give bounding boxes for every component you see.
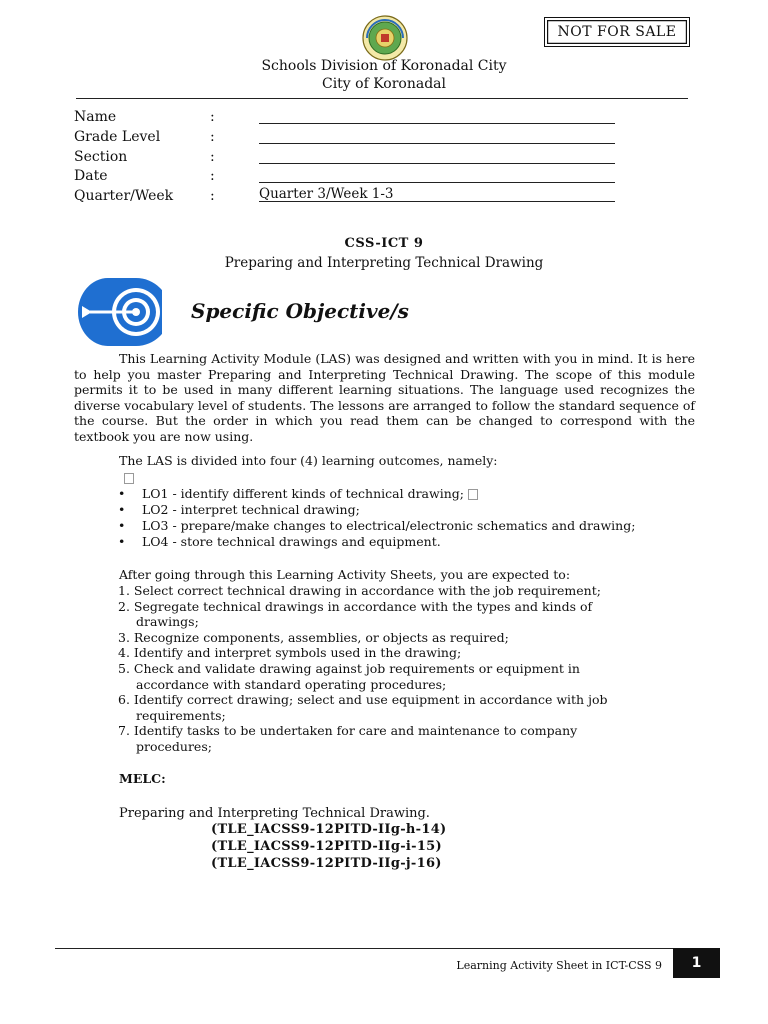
list-item-continuation: procedures; bbox=[136, 739, 212, 754]
target-arrow-icon bbox=[74, 276, 162, 348]
section-field-line[interactable] bbox=[259, 163, 615, 164]
melc-code: (TLE_IACSS9-12PITD-IIg-j-16) bbox=[211, 856, 442, 871]
list-item: 1. Select correct technical drawing in accordance with the job requirement; bbox=[118, 583, 601, 598]
field-colon: : bbox=[210, 188, 215, 204]
list-item: LO1 - identify different kinds of technical drawing; bbox=[142, 486, 478, 501]
melc-code: (TLE_IACSS9-12PITD-IIg-h-14) bbox=[211, 822, 447, 837]
field-label-grade-level: Grade Level bbox=[74, 129, 161, 145]
list-item: 4. Identify and interpret symbols used in the drawing; bbox=[118, 645, 462, 660]
division-seal-logo bbox=[362, 15, 408, 61]
city-name: City of Koronadal bbox=[321, 76, 447, 92]
field-colon: : bbox=[210, 129, 215, 145]
quarter-week-field-value[interactable]: Quarter 3/Week 1-3 bbox=[259, 186, 394, 202]
las-intro-text: The LAS is divided into four (4) learning outcomes, namely: bbox=[119, 453, 498, 468]
quarter-week-field-line[interactable] bbox=[259, 201, 615, 202]
field-colon: : bbox=[210, 168, 215, 184]
page-number: 1 bbox=[673, 948, 720, 978]
not-for-sale-badge: NOT FOR SALE bbox=[544, 17, 690, 47]
list-item: 6. Identify correct drawing; select and use equipment in accordance with job bbox=[118, 692, 608, 707]
list-item: LO2 - interpret technical drawing; bbox=[142, 502, 360, 517]
list-item-continuation: accordance with standard operating procedures; bbox=[136, 677, 447, 692]
intro-paragraph: This Learning Activity Module (LAS) was designed and written with you in mind. It is here to help you master Preparing and Interpreting Technical Drawing. The scope of this module permits it to be used in many different learning situations. The language used recognizes the diverse vocabulary level of students. The lessons are arranged to follow the standard sequence of the course. But the order in which you read them can be changed to correspond with the textbook you are now using. bbox=[74, 351, 695, 444]
field-label-date: Date bbox=[74, 168, 108, 184]
bullet: • bbox=[118, 534, 126, 549]
field-colon: : bbox=[210, 149, 215, 165]
date-field-line[interactable] bbox=[259, 182, 615, 183]
grade-level-field-line[interactable] bbox=[259, 143, 615, 144]
melc-text: Preparing and Interpreting Technical Drawing. bbox=[119, 806, 430, 821]
bullet: • bbox=[118, 502, 126, 517]
list-item: 5. Check and validate drawing against job requirements or equipment in bbox=[118, 661, 580, 676]
list-item: LO3 - prepare/make changes to electrical/electronic schematics and drawing; bbox=[142, 518, 636, 533]
objectives-heading: Specific Objective/s bbox=[191, 299, 409, 323]
bullet: • bbox=[118, 486, 126, 501]
field-colon: : bbox=[210, 109, 215, 125]
footer-text: Learning Activity Sheet in ICT-CSS 9 bbox=[456, 959, 662, 972]
list-item: 3. Recognize components, assemblies, or objects as required; bbox=[118, 630, 509, 645]
field-label-name: Name bbox=[74, 109, 117, 125]
bullet: • bbox=[118, 518, 126, 533]
division-name: Schools Division of Koronadal City bbox=[261, 58, 507, 74]
list-item-continuation: drawings; bbox=[136, 614, 199, 629]
field-label-section: Section bbox=[74, 149, 128, 165]
list-item: LO4 - store technical drawings and equipment. bbox=[142, 534, 441, 549]
footer-divider bbox=[55, 948, 675, 949]
missing-glyph-icon bbox=[468, 489, 478, 500]
course-subtitle: Preparing and Interpreting Technical Drawing bbox=[224, 255, 544, 271]
header-divider bbox=[76, 98, 688, 99]
list-item: 2. Segregate technical drawings in accordance with the types and kinds of bbox=[118, 599, 593, 614]
melc-code: (TLE_IACSS9-12PITD-IIg-i-15) bbox=[211, 839, 442, 854]
name-field-line[interactable] bbox=[259, 123, 615, 124]
expected-intro-text: After going through this Learning Activity Sheets, you are expected to: bbox=[119, 567, 571, 582]
field-label-quarter-week: Quarter/Week bbox=[74, 188, 174, 204]
list-item: 7. Identify tasks to be undertaken for care and maintenance to company bbox=[118, 723, 578, 738]
course-title: CSS-ICT 9 bbox=[344, 236, 424, 251]
missing-glyph-icon bbox=[124, 473, 134, 484]
melc-label: MELC: bbox=[119, 771, 166, 786]
list-item-continuation: requirements; bbox=[136, 708, 226, 723]
